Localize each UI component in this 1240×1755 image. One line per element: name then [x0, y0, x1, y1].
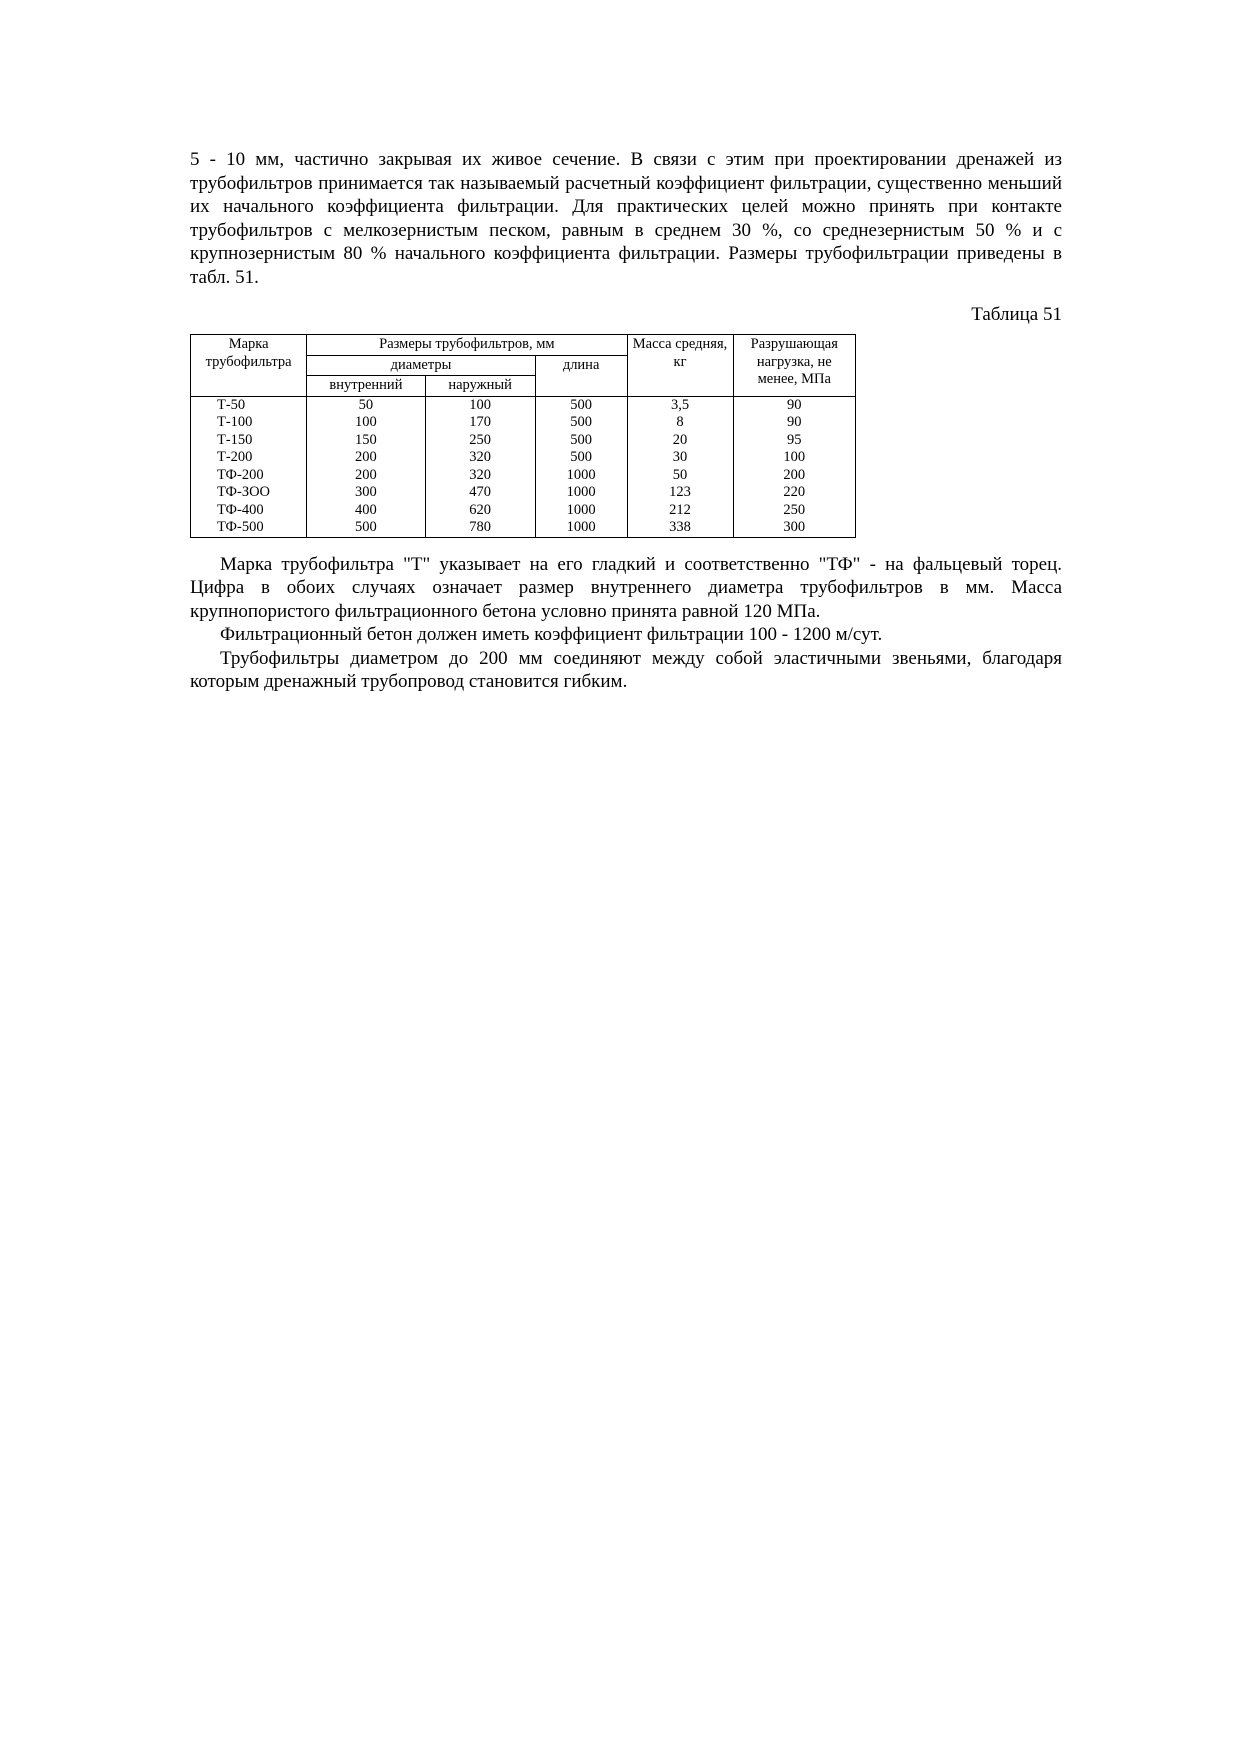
table-cell: 780: [425, 519, 535, 537]
table-cell: Т-100: [191, 414, 307, 432]
table-cell: 90: [733, 414, 855, 432]
table-row: [191, 414, 856, 432]
table-row: [191, 502, 856, 520]
table-cell: 250: [733, 502, 855, 520]
table-cell: Т-150: [191, 432, 307, 450]
table-cell: 220: [733, 484, 855, 502]
paragraph-filtration-coefficient: Фильтрационный бетон должен иметь коэффициент фильтрации 100 - 1200 м/сут.: [220, 624, 883, 645]
table-cell: 100: [733, 449, 855, 467]
table-cell: 1000: [535, 519, 627, 537]
paragraph-mark-meaning: Марка трубофильтра "Т" указывает на его гладкий и соответственно "ТФ" - на фальцевый торец. Цифра в обоих случаях означает размер внутреннего диаметра трубофильтров в мм. Масса крупнопористого фильтрационного бетона условно принята равной 120 МПа.: [190, 553, 1062, 622]
table-cell: 150: [307, 432, 425, 450]
table-cell: 95: [733, 432, 855, 450]
table-cell: ТФ-200: [191, 467, 307, 485]
table-cell: 90: [733, 396, 855, 414]
header-mass: Масса средняя, кг: [627, 335, 733, 397]
table-cell: Т-50: [191, 396, 307, 414]
table-cell: 170: [425, 414, 535, 432]
pipe-filter-table: [190, 334, 856, 538]
table-row: [191, 484, 856, 502]
header-outer: наружный: [425, 376, 535, 397]
table-cell: 500: [535, 414, 627, 432]
table-cell: 100: [425, 396, 535, 414]
table-cell: 30: [627, 449, 733, 467]
header-diameters: диаметры: [307, 355, 535, 376]
table-body: [191, 396, 856, 537]
table-cell: 50: [307, 396, 425, 414]
table-cell: 20: [627, 432, 733, 450]
table-cell: 338: [627, 519, 733, 537]
table-cell: 212: [627, 502, 733, 520]
table-cell: ТФ-400: [191, 502, 307, 520]
table-cell: 1000: [535, 484, 627, 502]
table-cell: 3,5: [627, 396, 733, 414]
table-cell: 500: [307, 519, 425, 537]
table-cell: 470: [425, 484, 535, 502]
table-cell: 500: [535, 432, 627, 450]
table-cell: 1000: [535, 467, 627, 485]
table-cell: 300: [307, 484, 425, 502]
table-cell: 500: [535, 396, 627, 414]
table-cell: 300: [733, 519, 855, 537]
table-row: [191, 449, 856, 467]
table-caption: Таблица 51: [971, 304, 1062, 325]
table-cell: 100: [307, 414, 425, 432]
table-cell: Т-200: [191, 449, 307, 467]
document-page: [190, 148, 1062, 694]
table-cell: 620: [425, 502, 535, 520]
header-mark: Марка трубофильтра: [191, 335, 307, 397]
paragraph-joints: Трубофильтры диаметром до 200 мм соединяют между собой эластичными звеньями, благодаря которым дренажный трубопровод становится гибким.: [190, 647, 1062, 692]
header-length: длина: [535, 355, 627, 396]
table-cell: 123: [627, 484, 733, 502]
intro-paragraph: 5 - 10 мм, частично закрывая их живое сечение. В связи с этим при проектировании дренажей из трубофильтров принимается так называемый расчетный коэффициент фильтрации, существенно меньший их начального коэффициента фильтрации. Для практических целей можно принять при контакте трубофильтров с мелкозернистым песком, равным в среднем 30 %, со среднезернистым 50 % и с крупнозернистым 80 % начального коэффициента фильтрации. Размеры трубофильтрации приведены в табл. 51.: [190, 149, 1062, 288]
table-row: [191, 519, 856, 537]
table-cell: 8: [627, 414, 733, 432]
table-row: [191, 396, 856, 414]
table-cell: 1000: [535, 502, 627, 520]
table-row: [191, 432, 856, 450]
table-row: [191, 467, 856, 485]
header-sizes: Размеры трубофильтров, мм: [307, 335, 627, 356]
table-cell: 320: [425, 467, 535, 485]
table-cell: 500: [535, 449, 627, 467]
table-cell: 200: [307, 467, 425, 485]
table-cell: 320: [425, 449, 535, 467]
table-cell: 200: [307, 449, 425, 467]
header-inner: внутренний: [307, 376, 425, 397]
table-cell: 250: [425, 432, 535, 450]
table-cell: 200: [733, 467, 855, 485]
table-cell: 400: [307, 502, 425, 520]
table-cell: ТФ-500: [191, 519, 307, 537]
table-cell: ТФ-ЗОО: [191, 484, 307, 502]
header-load: Разрушающая нагрузка, не менее, МПа: [733, 335, 855, 397]
table-cell: 50: [627, 467, 733, 485]
